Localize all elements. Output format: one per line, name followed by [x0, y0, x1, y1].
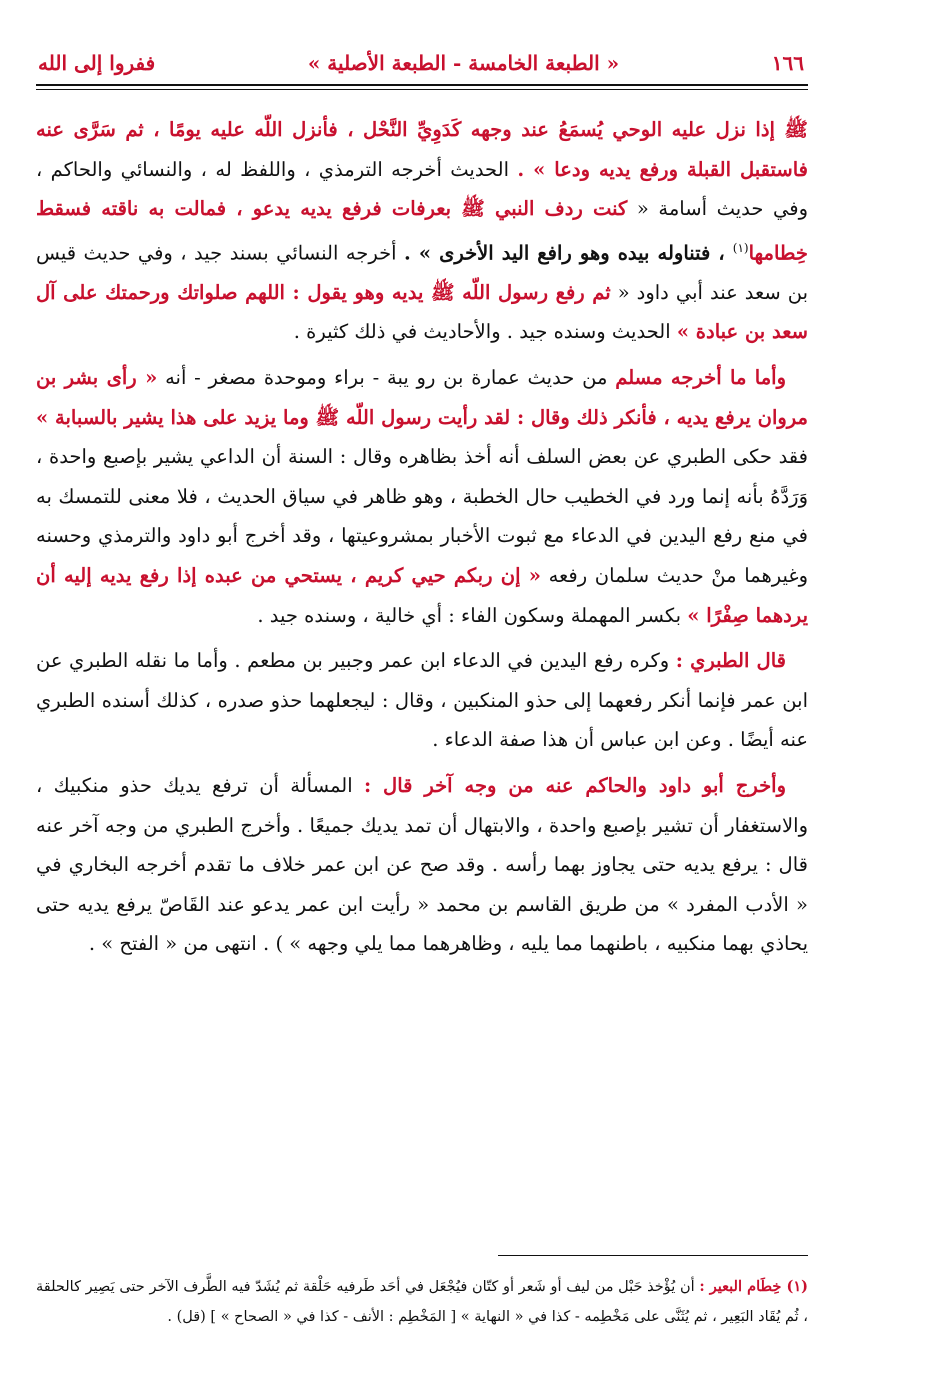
footnote-text: أن يُؤْخذ حَبْل من ليف أو شَعر أو كتّان فيُجْعَل في أحَد طَرفيه حَلْقة ثم يُشَدّ فيه الطَّرف الآخر حتى يَصِير كالحلقة ، ثُم يُقَاد البَعِير ، ثم يُثَنَّى على مَخْطِمه - كذا في « النهاية » [ المَخْطِم : الأنف - كذا في « الصحاح » ] (قل) .: [36, 1279, 808, 1325]
section-lead: وأما ما أخرجه مسلم: [615, 366, 786, 390]
paragraph-2: [36, 358, 808, 635]
hadith-text: « إن ربكم حيي كريم ، يستحي من عبده إذا رفع يديه إليه أن يردهما صِفْرًا »: [36, 564, 808, 627]
main-text: [36, 110, 808, 970]
paragraph-3: [36, 641, 808, 760]
section-lead: وأخرج أبو داود والحاكم عنه من وجه آخر قال :: [363, 774, 786, 797]
commentary-text: الحديث أخرجه الترمذي ، واللفظ له ، والنسائي والحاكم ، وفي حديث أسامة «: [36, 157, 808, 221]
hadith-text: ثم رفع رسول اللّه ﷺ يديه وهو يقول : اللهم صلواتك ورحمتك على آل سعد بن عبادة »: [36, 280, 808, 344]
commentary-text: المسألة أن ترفع يديك حذو منكبيك ، والاستغفار أن تشير بإصبع واحدة ، والابتهال أن تمد يديك جميعًا . وأخرج الطبري من وجه آخر عنه قال : يرفع يديه حتى يجاوز بهما رأسه . وقد صح عن ابن عمر خلاف ما تقدم أخرجه البخاري في « الأدب المفرد » من طريق القاسم بن محمد « رأيت ابن عمر يدعو عند القَاصّ يرفع يديه حتى يحاذي بهما منكبيه ، باطنهما مما يليه ، وظاهرهما مما يلي وجهه » ) . انتهى من « الفتح » .: [36, 774, 808, 956]
paragraph-1: [36, 110, 808, 352]
hadith-text: « رأى بشر بن مروان يرفع يديه ، فأنكر ذلك وقال : لقد رأيت رسول اللّه ﷺ وما يزيد على هذا يشير بالسبابة »: [36, 366, 808, 429]
book-title: ففروا إلى الله: [38, 51, 156, 75]
footnote: [36, 1272, 808, 1332]
header-rule: [36, 84, 808, 90]
hadith-text: ، فتناوله بيده وهو رافع اليد الأخرى » .: [404, 241, 733, 265]
page-number: ١٦٦: [771, 51, 804, 75]
commentary-text: فقد حكى الطبري عن بعض السلف أنه أخذ بظاهره وقال : السنة أن الداعي يشير بإصبع واحدة ، وَرَدَّهُ بأنه إنما ورد في الخطيب حال الخطبة ، وهو ظاهر في سياق الحديث ، فلا معنى للتمسك به في منع رفع اليدين في الدعاء مع ثبوت الأخبار بمشروعيتها ، وقد أخرج أبو داود والترمذي وحسنه وغيرهما منْ حديث سلمان رفعه: [36, 445, 808, 588]
footnote-marker[interactable]: (١): [732, 240, 749, 255]
hadith-text: ﷺ إذا نزل عليه الوحي يُسمَعُ عند وجهه كَدَوِيِّ النَّحْل ، فأنزل اللّه عليه يومًا ، ثم سَرَّى عنه فاستقبل القبلة ورفع يديه ودعا » .: [36, 118, 808, 181]
hadith-text: كنت ردف النبي ﷺ بعرفات فرفع يديه يدعو ، فمالت به ناقته فسقط خِطامها: [36, 197, 808, 265]
edition-label: « الطبعة الخامسة - الطبعة الأصلية »: [307, 51, 620, 75]
commentary-text: بكسر المهملة وسكون الفاء : أي خالية ، وسنده جيد .: [257, 603, 688, 627]
page-header: [38, 46, 804, 80]
footnote-label: (١) خِطَام البعير :: [699, 1278, 808, 1295]
commentary-text: الحديث وسنده جيد . والأحاديث في ذلك كثيرة .: [293, 320, 677, 344]
paragraph-4: [36, 766, 808, 964]
commentary-text: أخرجه النسائي بسند جيد ، وفي حديث قيس بن سعد عند أبي داود «: [36, 241, 808, 304]
commentary-text: وكره رفع اليدين في الدعاء ابن عمر وجبير بن مطعم . وأما ما نقله الطبري عن ابن عمر فإنما أنكر رفعهما إلى حذو المنكبين ، وقال : ليجعلهما حذو صدره ، كذلك أسنده الطبري عنه أيضًا . وعن ابن عباس أن هذا صفة الدعاء .: [36, 649, 808, 752]
commentary-text: من حديث عمارة بن رو يبة - براء وموحدة مصغر - أنه: [157, 366, 616, 390]
footnote-rule: [498, 1255, 808, 1256]
section-lead: قال الطبري :: [675, 649, 786, 673]
